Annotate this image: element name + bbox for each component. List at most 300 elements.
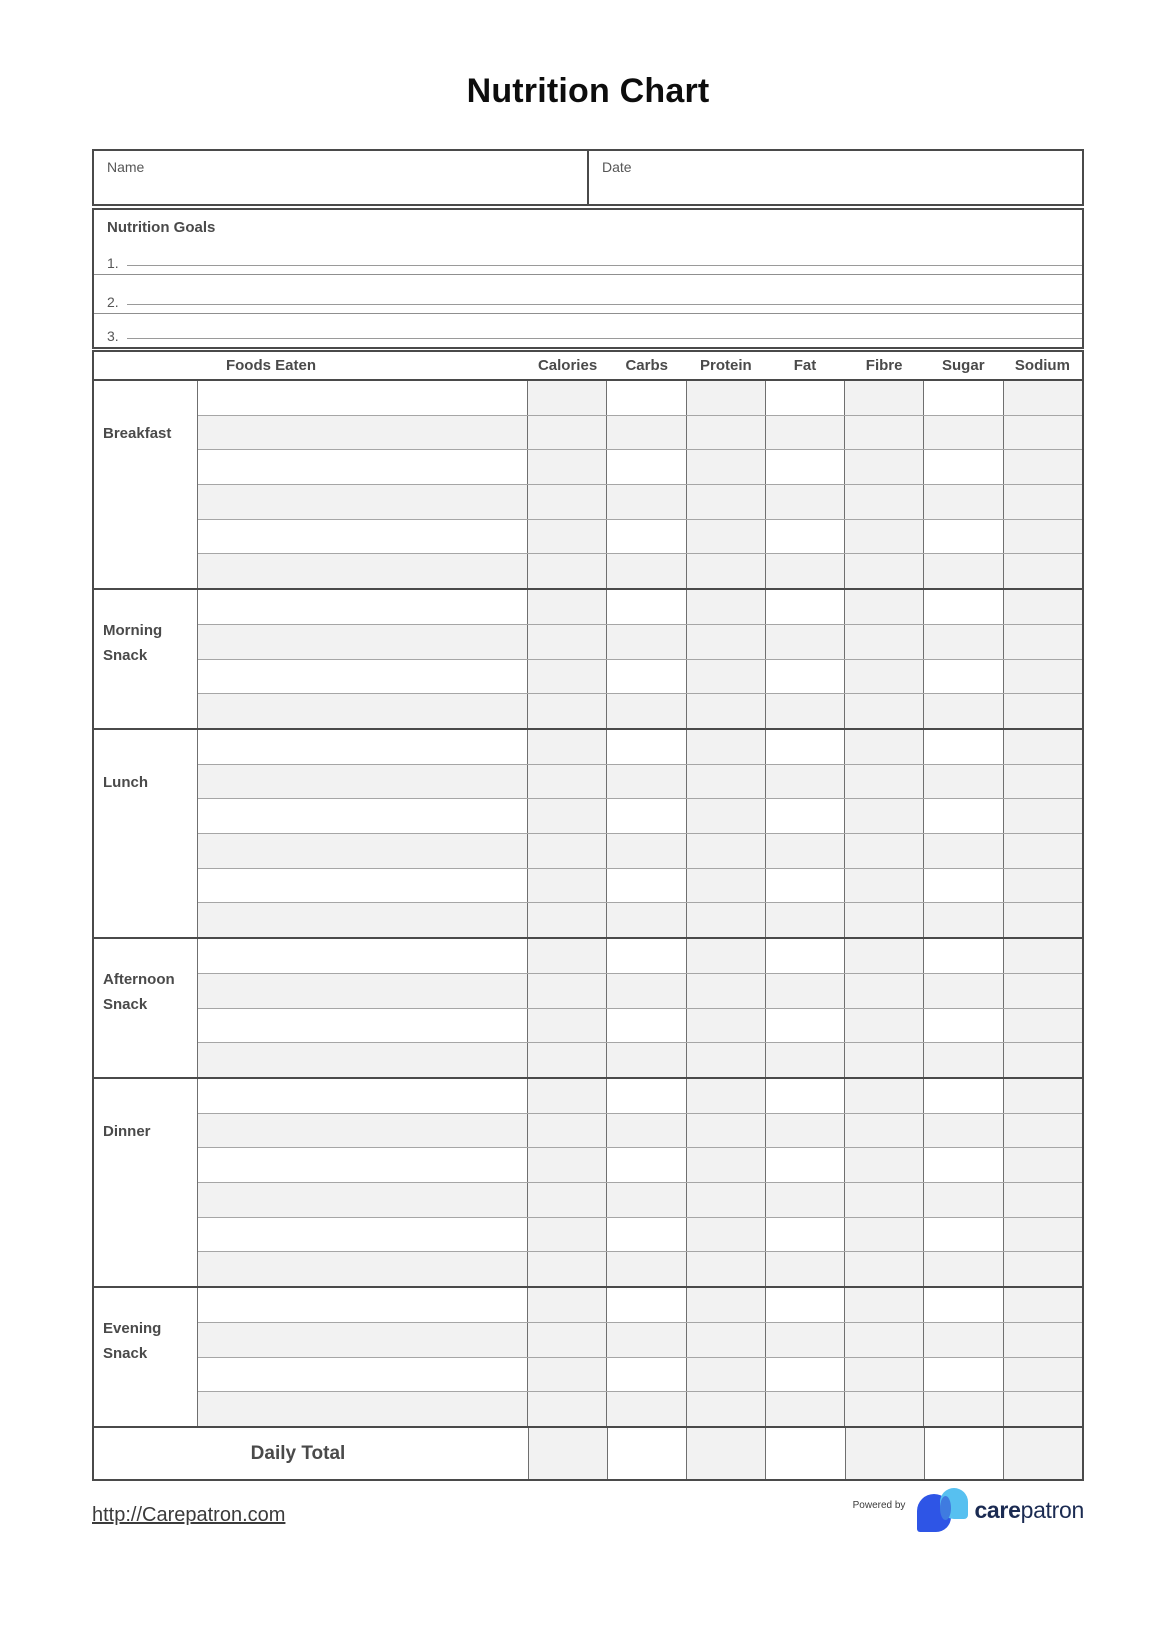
carbs-cell[interactable] bbox=[606, 1148, 685, 1182]
sugar-cell[interactable] bbox=[923, 903, 1002, 937]
foods-eaten-cell[interactable] bbox=[198, 1218, 527, 1252]
sugar-cell[interactable] bbox=[923, 1183, 1002, 1217]
fat-cell[interactable] bbox=[765, 1218, 844, 1252]
fat-cell[interactable] bbox=[765, 520, 844, 554]
fat-cell[interactable] bbox=[765, 974, 844, 1008]
fat-cell[interactable] bbox=[765, 939, 844, 973]
sugar-cell[interactable] bbox=[923, 799, 1002, 833]
sugar-cell[interactable] bbox=[923, 1079, 1002, 1113]
protein-cell[interactable] bbox=[686, 730, 765, 764]
sugar-cell[interactable] bbox=[923, 485, 1002, 519]
fibre-cell[interactable] bbox=[844, 939, 923, 973]
food-entry-row bbox=[198, 450, 1082, 485]
carbs-cell[interactable] bbox=[606, 1392, 685, 1426]
carbs-cell[interactable] bbox=[606, 974, 685, 1008]
food-entry-row bbox=[198, 1252, 1082, 1286]
foods-eaten-cell[interactable] bbox=[198, 520, 527, 554]
sodium-cell[interactable] bbox=[1003, 869, 1082, 903]
sodium-cell[interactable] bbox=[1003, 903, 1082, 937]
meal-section-dinner bbox=[94, 1079, 1082, 1288]
calories-cell[interactable] bbox=[527, 974, 606, 1008]
food-entry-row bbox=[198, 1043, 1082, 1077]
total-carbs-cell[interactable] bbox=[607, 1428, 686, 1479]
calories-cell[interactable] bbox=[527, 1358, 606, 1392]
fat-cell[interactable] bbox=[765, 625, 844, 659]
fibre-cell[interactable] bbox=[844, 450, 923, 484]
sodium-cell[interactable] bbox=[1003, 1358, 1082, 1392]
sugar-cell[interactable] bbox=[923, 869, 1002, 903]
total-fat-cell[interactable] bbox=[765, 1428, 844, 1479]
sugar-cell[interactable] bbox=[923, 1288, 1002, 1322]
calories-cell[interactable] bbox=[527, 1009, 606, 1043]
foods-eaten-cell[interactable] bbox=[198, 554, 527, 588]
goal-line-2[interactable] bbox=[94, 275, 1082, 313]
carbs-cell[interactable] bbox=[606, 1043, 685, 1077]
sodium-cell[interactable] bbox=[1003, 765, 1082, 799]
calories-cell[interactable] bbox=[527, 939, 606, 973]
fibre-cell[interactable] bbox=[844, 590, 923, 624]
sugar-cell[interactable] bbox=[923, 660, 1002, 694]
calories-cell[interactable] bbox=[527, 1323, 606, 1357]
meal-label-dinner bbox=[94, 1079, 197, 1184]
date-label: Date bbox=[602, 159, 632, 175]
goal-writing-line bbox=[127, 264, 1082, 266]
sodium-cell[interactable] bbox=[1003, 730, 1082, 764]
protein-cell[interactable] bbox=[686, 1288, 765, 1322]
nutrition-table bbox=[92, 350, 1084, 1481]
food-entry-row bbox=[198, 869, 1082, 904]
fibre-cell[interactable] bbox=[844, 799, 923, 833]
meal-label-lunch bbox=[94, 730, 197, 835]
goal-line-3[interactable] bbox=[94, 314, 1082, 347]
sodium-cell[interactable] bbox=[1003, 974, 1082, 1008]
fat-cell[interactable] bbox=[765, 1148, 844, 1182]
fat-cell[interactable] bbox=[765, 1009, 844, 1043]
fibre-cell[interactable] bbox=[844, 485, 923, 519]
page-title: Nutrition Chart bbox=[466, 72, 710, 110]
fat-cell[interactable] bbox=[765, 1183, 844, 1217]
protein-cell[interactable] bbox=[686, 939, 765, 973]
carbs-cell[interactable] bbox=[606, 765, 685, 799]
foods-eaten-cell[interactable] bbox=[198, 1114, 527, 1148]
carbs-cell[interactable] bbox=[606, 1009, 685, 1043]
food-entry-row bbox=[198, 1323, 1082, 1358]
protein-cell[interactable] bbox=[686, 799, 765, 833]
total-sodium-cell[interactable] bbox=[1003, 1428, 1082, 1479]
calories-cell[interactable] bbox=[527, 869, 606, 903]
carbs-cell[interactable] bbox=[606, 1358, 685, 1392]
food-entry-row bbox=[198, 520, 1082, 555]
protein-cell[interactable] bbox=[686, 1079, 765, 1113]
carepatron-link[interactable]: http://Carepatron.com bbox=[92, 1504, 286, 1526]
calories-cell[interactable] bbox=[527, 485, 606, 519]
foods-eaten-cell[interactable] bbox=[198, 694, 527, 728]
carbs-cell[interactable] bbox=[606, 554, 685, 588]
foods-eaten-cell[interactable] bbox=[198, 381, 527, 415]
meal-rows-morning-snack bbox=[198, 590, 1082, 728]
sugar-cell[interactable] bbox=[923, 1252, 1002, 1286]
fibre-cell[interactable] bbox=[844, 381, 923, 415]
carbs-cell[interactable] bbox=[606, 1218, 685, 1252]
total-protein-cell[interactable] bbox=[686, 1428, 765, 1479]
calories-cell[interactable] bbox=[527, 1252, 606, 1286]
meal-label-line: Evening bbox=[103, 1319, 162, 1337]
fibre-cell[interactable] bbox=[844, 625, 923, 659]
foods-eaten-cell[interactable] bbox=[198, 1183, 527, 1217]
sugar-cell[interactable] bbox=[923, 1114, 1002, 1148]
calories-cell[interactable] bbox=[527, 765, 606, 799]
fat-cell[interactable] bbox=[765, 1392, 844, 1426]
food-entry-row bbox=[198, 381, 1082, 416]
food-entry-row bbox=[198, 799, 1082, 834]
sodium-cell[interactable] bbox=[1003, 485, 1082, 519]
protein-cell[interactable] bbox=[686, 1252, 765, 1286]
sugar-cell[interactable] bbox=[923, 520, 1002, 554]
fat-cell[interactable] bbox=[765, 1252, 844, 1286]
sugar-cell[interactable] bbox=[923, 939, 1002, 973]
protein-cell[interactable] bbox=[686, 834, 765, 868]
goal-number: 1. bbox=[107, 255, 119, 272]
calories-cell[interactable] bbox=[527, 1114, 606, 1148]
food-entry-row bbox=[198, 416, 1082, 451]
sugar-cell[interactable] bbox=[923, 381, 1002, 415]
protein-cell[interactable] bbox=[686, 554, 765, 588]
protein-cell[interactable] bbox=[686, 520, 765, 554]
fat-cell[interactable] bbox=[765, 1043, 844, 1077]
meal-label-line: Morning bbox=[103, 621, 163, 639]
fibre-cell[interactable] bbox=[844, 1218, 923, 1252]
fibre-cell[interactable] bbox=[844, 1114, 923, 1148]
calories-cell[interactable] bbox=[527, 799, 606, 833]
carbs-cell[interactable] bbox=[606, 416, 685, 450]
fibre-cell[interactable] bbox=[844, 834, 923, 868]
daily-total-row bbox=[94, 1428, 1082, 1479]
fat-cell[interactable] bbox=[765, 1114, 844, 1148]
fat-cell[interactable] bbox=[765, 590, 844, 624]
foods-eaten-cell[interactable] bbox=[198, 869, 527, 903]
fibre-cell[interactable] bbox=[844, 903, 923, 937]
sodium-cell[interactable] bbox=[1003, 1114, 1082, 1148]
protein-cell[interactable] bbox=[686, 485, 765, 519]
foods-eaten-cell[interactable] bbox=[198, 1288, 527, 1322]
protein-cell[interactable] bbox=[686, 1043, 765, 1077]
foods-eaten-cell[interactable] bbox=[198, 1079, 527, 1113]
fibre-cell[interactable] bbox=[844, 1288, 923, 1322]
sodium-cell[interactable] bbox=[1003, 416, 1082, 450]
carbs-cell[interactable] bbox=[606, 660, 685, 694]
fat-cell[interactable] bbox=[765, 485, 844, 519]
foods-eaten-cell[interactable] bbox=[198, 834, 527, 868]
powered-by-group bbox=[853, 1486, 1084, 1534]
fibre-cell[interactable] bbox=[844, 416, 923, 450]
carbs-cell[interactable] bbox=[606, 1288, 685, 1322]
calories-cell[interactable] bbox=[527, 1079, 606, 1113]
sodium-cell[interactable] bbox=[1003, 799, 1082, 833]
fat-cell[interactable] bbox=[765, 660, 844, 694]
protein-cell[interactable] bbox=[686, 1358, 765, 1392]
carbs-cell[interactable] bbox=[606, 590, 685, 624]
protein-cell[interactable] bbox=[686, 590, 765, 624]
goal-writing-line bbox=[127, 337, 1082, 339]
fat-cell[interactable] bbox=[765, 869, 844, 903]
foods-eaten-cell[interactable] bbox=[198, 590, 527, 624]
sugar-cell[interactable] bbox=[923, 974, 1002, 1008]
sodium-cell[interactable] bbox=[1003, 694, 1082, 728]
protein-cell[interactable] bbox=[686, 660, 765, 694]
total-calories-cell[interactable] bbox=[528, 1428, 607, 1479]
sodium-cell[interactable] bbox=[1003, 554, 1082, 588]
fibre-cell[interactable] bbox=[844, 1252, 923, 1286]
calories-cell[interactable] bbox=[527, 834, 606, 868]
calories-cell[interactable] bbox=[527, 416, 606, 450]
carbs-cell[interactable] bbox=[606, 903, 685, 937]
total-fibre-cell[interactable] bbox=[845, 1428, 924, 1479]
sodium-cell[interactable] bbox=[1003, 834, 1082, 868]
sugar-cell[interactable] bbox=[923, 1392, 1002, 1426]
sugar-cell[interactable] bbox=[923, 450, 1002, 484]
calories-cell[interactable] bbox=[527, 730, 606, 764]
fat-cell[interactable] bbox=[765, 1079, 844, 1113]
carbs-cell[interactable] bbox=[606, 485, 685, 519]
protein-cell[interactable] bbox=[686, 416, 765, 450]
sugar-cell[interactable] bbox=[923, 554, 1002, 588]
sugar-cell[interactable] bbox=[923, 1009, 1002, 1043]
sugar-cell[interactable] bbox=[923, 1323, 1002, 1357]
sodium-cell[interactable] bbox=[1003, 590, 1082, 624]
carbs-cell[interactable] bbox=[606, 450, 685, 484]
fibre-cell[interactable] bbox=[844, 554, 923, 588]
carbs-cell[interactable] bbox=[606, 694, 685, 728]
sodium-cell[interactable] bbox=[1003, 1252, 1082, 1286]
foods-eaten-cell[interactable] bbox=[198, 1392, 527, 1426]
fibre-cell[interactable] bbox=[844, 730, 923, 764]
food-entry-row bbox=[198, 1079, 1082, 1114]
calories-cell[interactable] bbox=[527, 1043, 606, 1077]
fat-cell[interactable] bbox=[765, 1358, 844, 1392]
food-entry-row bbox=[198, 1392, 1082, 1426]
fat-cell[interactable] bbox=[765, 903, 844, 937]
food-entry-row bbox=[198, 974, 1082, 1009]
protein-cell[interactable] bbox=[686, 694, 765, 728]
fibre-cell[interactable] bbox=[844, 520, 923, 554]
carbs-cell[interactable] bbox=[606, 1079, 685, 1113]
protein-cell[interactable] bbox=[686, 625, 765, 659]
fibre-cell[interactable] bbox=[844, 1358, 923, 1392]
calories-cell[interactable] bbox=[527, 1183, 606, 1217]
header-protein: Protein bbox=[700, 357, 752, 374]
protein-cell[interactable] bbox=[686, 765, 765, 799]
foods-eaten-cell[interactable] bbox=[198, 939, 527, 973]
sodium-cell[interactable] bbox=[1003, 625, 1082, 659]
fibre-cell[interactable] bbox=[844, 765, 923, 799]
sugar-cell[interactable] bbox=[923, 1358, 1002, 1392]
header-foods-eaten: Foods Eaten bbox=[225, 357, 316, 374]
foods-eaten-cell[interactable] bbox=[198, 1358, 527, 1392]
fat-cell[interactable] bbox=[765, 381, 844, 415]
sugar-cell[interactable] bbox=[923, 834, 1002, 868]
fat-cell[interactable] bbox=[765, 834, 844, 868]
fibre-cell[interactable] bbox=[844, 1323, 923, 1357]
protein-cell[interactable] bbox=[686, 1323, 765, 1357]
goal-line-1[interactable] bbox=[94, 236, 1082, 275]
goal-number: 2. bbox=[107, 293, 119, 310]
protein-cell[interactable] bbox=[686, 1218, 765, 1252]
calories-cell[interactable] bbox=[527, 590, 606, 624]
fat-cell[interactable] bbox=[765, 416, 844, 450]
food-entry-row bbox=[198, 834, 1082, 869]
protein-cell[interactable] bbox=[686, 381, 765, 415]
sodium-cell[interactable] bbox=[1003, 660, 1082, 694]
carbs-cell[interactable] bbox=[606, 834, 685, 868]
fibre-cell[interactable] bbox=[844, 1392, 923, 1426]
carbs-cell[interactable] bbox=[606, 520, 685, 554]
food-entry-row bbox=[198, 903, 1082, 937]
sodium-cell[interactable] bbox=[1003, 1148, 1082, 1182]
fibre-cell[interactable] bbox=[844, 869, 923, 903]
protein-cell[interactable] bbox=[686, 1114, 765, 1148]
foods-eaten-cell[interactable] bbox=[198, 660, 527, 694]
fibre-cell[interactable] bbox=[844, 974, 923, 1008]
calories-cell[interactable] bbox=[527, 1288, 606, 1322]
date-field[interactable] bbox=[589, 151, 1082, 204]
calories-cell[interactable] bbox=[527, 381, 606, 415]
foods-eaten-cell[interactable] bbox=[198, 765, 527, 799]
fat-cell[interactable] bbox=[765, 765, 844, 799]
meal-label-cell-afternoon-snack bbox=[94, 939, 198, 1077]
calories-cell[interactable] bbox=[527, 903, 606, 937]
fat-cell[interactable] bbox=[765, 694, 844, 728]
sugar-cell[interactable] bbox=[923, 590, 1002, 624]
food-entry-row bbox=[198, 939, 1082, 974]
meal-label-breakfast bbox=[94, 381, 197, 486]
meal-label-line: Afternoon bbox=[103, 970, 175, 988]
carbs-cell[interactable] bbox=[606, 730, 685, 764]
foods-eaten-cell[interactable] bbox=[198, 416, 527, 450]
food-entry-row bbox=[198, 730, 1082, 765]
protein-cell[interactable] bbox=[686, 869, 765, 903]
foods-eaten-cell[interactable] bbox=[198, 799, 527, 833]
meal-label-line: Snack bbox=[103, 646, 148, 664]
fibre-cell[interactable] bbox=[844, 1009, 923, 1043]
sugar-cell[interactable] bbox=[923, 694, 1002, 728]
carbs-cell[interactable] bbox=[606, 869, 685, 903]
foods-eaten-cell[interactable] bbox=[198, 1323, 527, 1357]
carbs-cell[interactable] bbox=[606, 1183, 685, 1217]
calories-cell[interactable] bbox=[527, 1392, 606, 1426]
sodium-cell[interactable] bbox=[1003, 1183, 1082, 1217]
goal-writing-line bbox=[127, 303, 1082, 305]
foods-eaten-cell[interactable] bbox=[198, 974, 527, 1008]
protein-cell[interactable] bbox=[686, 974, 765, 1008]
fat-cell[interactable] bbox=[765, 1288, 844, 1322]
food-entry-row bbox=[198, 765, 1082, 800]
carbs-cell[interactable] bbox=[606, 381, 685, 415]
carbs-cell[interactable] bbox=[606, 939, 685, 973]
foods-eaten-cell[interactable] bbox=[198, 450, 527, 484]
fat-cell[interactable] bbox=[765, 730, 844, 764]
carbs-cell[interactable] bbox=[606, 1323, 685, 1357]
calories-cell[interactable] bbox=[527, 660, 606, 694]
foods-eaten-cell[interactable] bbox=[198, 1148, 527, 1182]
sodium-cell[interactable] bbox=[1003, 1043, 1082, 1077]
calories-cell[interactable] bbox=[527, 1148, 606, 1182]
sodium-cell[interactable] bbox=[1003, 1009, 1082, 1043]
calories-cell[interactable] bbox=[527, 625, 606, 659]
protein-cell[interactable] bbox=[686, 450, 765, 484]
food-entry-row bbox=[198, 554, 1082, 588]
carbs-cell[interactable] bbox=[606, 799, 685, 833]
name-field[interactable] bbox=[94, 151, 589, 204]
fat-cell[interactable] bbox=[765, 554, 844, 588]
protein-cell[interactable] bbox=[686, 1392, 765, 1426]
calories-cell[interactable] bbox=[527, 554, 606, 588]
sodium-cell[interactable] bbox=[1003, 1288, 1082, 1322]
protein-cell[interactable] bbox=[686, 903, 765, 937]
sodium-cell[interactable] bbox=[1003, 1323, 1082, 1357]
sodium-cell[interactable] bbox=[1003, 1218, 1082, 1252]
meal-label-line: Dinner bbox=[103, 1123, 151, 1140]
fat-cell[interactable] bbox=[765, 1323, 844, 1357]
header-calories: Calories bbox=[537, 357, 598, 374]
carbs-cell[interactable] bbox=[606, 625, 685, 659]
foods-eaten-cell[interactable] bbox=[198, 1009, 527, 1043]
meal-label-cell-morning-snack bbox=[94, 590, 198, 728]
meal-label-evening-snack bbox=[94, 1288, 197, 1393]
sugar-cell[interactable] bbox=[923, 416, 1002, 450]
sugar-cell[interactable] bbox=[923, 1148, 1002, 1182]
foods-eaten-cell[interactable] bbox=[198, 730, 527, 764]
protein-cell[interactable] bbox=[686, 1148, 765, 1182]
foods-eaten-cell[interactable] bbox=[198, 1252, 527, 1286]
foods-eaten-cell[interactable] bbox=[198, 903, 527, 937]
sodium-cell[interactable] bbox=[1003, 939, 1082, 973]
calories-cell[interactable] bbox=[527, 1218, 606, 1252]
foods-eaten-cell[interactable] bbox=[198, 485, 527, 519]
foods-eaten-cell[interactable] bbox=[198, 625, 527, 659]
sodium-cell[interactable] bbox=[1003, 1079, 1082, 1113]
calories-cell[interactable] bbox=[527, 694, 606, 728]
fibre-cell[interactable] bbox=[844, 1079, 923, 1113]
meal-label-cell-breakfast bbox=[94, 381, 198, 588]
sodium-cell[interactable] bbox=[1003, 381, 1082, 415]
calories-cell[interactable] bbox=[527, 450, 606, 484]
sugar-cell[interactable] bbox=[923, 1043, 1002, 1077]
fat-cell[interactable] bbox=[765, 799, 844, 833]
carbs-cell[interactable] bbox=[606, 1114, 685, 1148]
sugar-cell[interactable] bbox=[923, 765, 1002, 799]
fat-cell[interactable] bbox=[765, 450, 844, 484]
protein-cell[interactable] bbox=[686, 1183, 765, 1217]
sugar-cell[interactable] bbox=[923, 1218, 1002, 1252]
fibre-cell[interactable] bbox=[844, 694, 923, 728]
fibre-cell[interactable] bbox=[844, 1043, 923, 1077]
protein-cell[interactable] bbox=[686, 1009, 765, 1043]
carbs-cell[interactable] bbox=[606, 1252, 685, 1286]
sugar-cell[interactable] bbox=[923, 730, 1002, 764]
fibre-cell[interactable] bbox=[844, 1148, 923, 1182]
sugar-cell[interactable] bbox=[923, 625, 1002, 659]
sodium-cell[interactable] bbox=[1003, 520, 1082, 554]
foods-eaten-cell[interactable] bbox=[198, 1043, 527, 1077]
calories-cell[interactable] bbox=[527, 520, 606, 554]
meal-section-lunch bbox=[94, 730, 1082, 939]
fibre-cell[interactable] bbox=[844, 1183, 923, 1217]
total-sugar-cell[interactable] bbox=[924, 1428, 1003, 1479]
sodium-cell[interactable] bbox=[1003, 1392, 1082, 1426]
meal-label-morning-snack bbox=[94, 590, 197, 695]
fibre-cell[interactable] bbox=[844, 660, 923, 694]
sodium-cell[interactable] bbox=[1003, 450, 1082, 484]
